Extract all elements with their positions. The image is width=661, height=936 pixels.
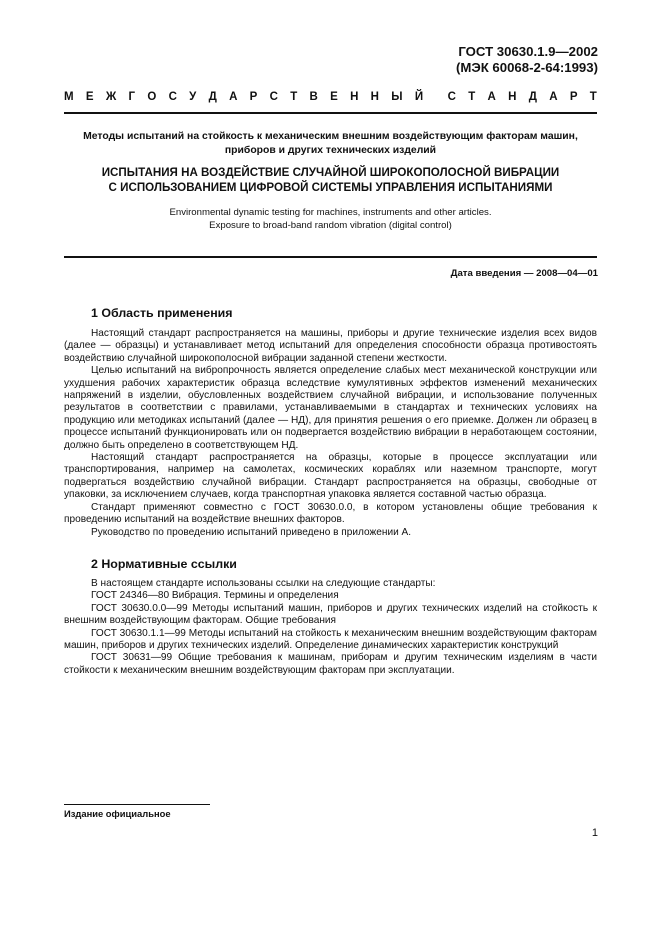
document-title — [64, 166, 597, 195]
paragraph: Целью испытаний на вибропрочность является определение слабых мест механической конструкции или ухудшения рабочих характеристик образца вследствие кумулятивных эффектов изменений механических напряжений в изделии, обусловленных воздействием случайной вибрации, и использование полученных результатов в соответствии с правилами, устанавливаемыми в стандартах и технических условиях на продукцию или методиках испытаний (далее — НД), для принятия решения о его приемке. Должен ли образец в процессе испытаний функционировать или он подвергается воздействию вибрации в неработающем состоянии, должно быть определено в соответствующем НД. — [64, 365, 597, 451]
series-title — [64, 130, 597, 157]
paragraph: Настоящий стандарт распространяется на образцы, которые в процессе эксплуатации или транспортирования, например на самолетах, космических кораблях или наземном транспорте, могут подвергаться воздействию случайной вибрации. Стандарт распространяется на образцы, свободные от упаковки, за исключением случаев, когда транспортная упаковка является составной частью образца. — [64, 452, 597, 501]
banner-letter: Т — [589, 91, 597, 103]
series-title-line: Методы испытаний на стойкость к механическим внешним воздействующим факторам машин, — [83, 131, 578, 142]
banner-letter: Н — [370, 91, 379, 103]
banner-letter: Е — [330, 91, 338, 103]
banner-letter: А — [549, 91, 558, 103]
english-title-line: Exposure to broad-band random vibration (digital control) — [209, 219, 452, 231]
interstate-standard-banner — [64, 91, 597, 103]
banner-letter: Т — [290, 91, 298, 103]
official-edition-label: Издание официальное — [64, 808, 171, 819]
banner-letter: О — [147, 91, 157, 103]
iec-number: (МЭК 60068-2-64:1993) — [455, 60, 598, 75]
banner-letter: А — [487, 91, 496, 103]
banner-letter: Д — [528, 91, 537, 103]
banner-letter: Ы — [391, 91, 403, 103]
banner-letter: А — [229, 91, 238, 103]
banner-letter: Т — [468, 91, 476, 103]
banner-letter: Г — [128, 91, 136, 103]
document-title-line: ИСПЫТАНИЯ НА ВОЗДЕЙСТВИЕ СЛУЧАЙНОЙ ШИРОКОПОЛОСНОЙ ВИБРАЦИИ — [101, 166, 560, 179]
footnote-divider — [64, 804, 210, 805]
reference-item: ГОСТ 30630.0.0—99 Методы испытаний машин, приборов и других технических изделий на стойкость к внешним воздействующим факторам. Общие требования — [64, 602, 597, 627]
standard-designation — [456, 44, 598, 76]
banner-letter: У — [189, 91, 197, 103]
banner-letter: Ж — [105, 91, 117, 103]
banner-letter: Й — [414, 91, 424, 103]
paragraph: Руководство по проведению испытаний приведено в приложении А. — [91, 526, 412, 538]
banner-letter: Н — [508, 91, 517, 103]
document-title-line: С ИСПОЛЬЗОВАНИЕМ ЦИФРОВОЙ СИСТЕМЫ УПРАВЛЕНИЯ ИСПЫТАНИЯМИ — [108, 180, 553, 194]
banner-letter: М — [64, 91, 74, 103]
banner-letter: Д — [208, 91, 217, 103]
banner-letter: С — [269, 91, 278, 103]
banner-letter: Н — [350, 91, 359, 103]
paragraph: В настоящем стандарте использованы ссылки на следующие стандарты: — [91, 578, 436, 589]
paragraph: Стандарт применяют совместно с ГОСТ 30630.0.0, в котором установлены общие требования к проведению испытаний на воздействие внешних факторов. — [64, 501, 597, 526]
english-title-line: Environmental dynamic testing for machines, instruments and other articles. — [169, 207, 492, 218]
reference-item: ГОСТ 30631—99 Общие требования к машинам, приборам и другим техническим изделиям в части стойкости к механическим внешним воздействующим факторам при эксплуатации. — [64, 652, 597, 676]
top-divider — [64, 112, 597, 114]
section-1-body — [64, 328, 597, 539]
series-title-line: приборов и других технических изделий — [224, 144, 437, 156]
section-1-heading: 1 Область применения — [91, 306, 233, 320]
banner-letter: С — [168, 91, 177, 103]
introduction-date: Дата введения — 2008—04—01 — [450, 268, 598, 279]
banner-letter: В — [309, 91, 318, 103]
reference-item: ГОСТ 24346—80 Вибрация. Термины и определения — [91, 590, 339, 602]
title-divider — [64, 256, 597, 258]
section-2-heading: 2 Нормативные ссылки — [91, 557, 237, 571]
standard-number: ГОСТ 30630.1.9—2002 — [458, 44, 598, 59]
banner-letter: Р — [249, 91, 258, 103]
english-title — [64, 207, 597, 232]
reference-item: ГОСТ 30630.1.1—99 Методы испытаний на стойкость к механическим внешним воздействующим факторам машин, приборов и других технических изделий. Определение динамических характеристик конструкций — [64, 627, 597, 652]
banner-letter: Е — [85, 91, 94, 103]
page-number: 1 — [591, 827, 598, 839]
section-2-body — [64, 578, 597, 677]
paragraph: Настоящий стандарт распространяется на машины, приборы и другие технические изделия всех видов (далее — образцы) и устанавливает метод испытаний для определения способности образца противостоять воздействию случайной широкополосной вибрации заданной степени жесткости. — [64, 328, 597, 364]
banner-letter: Р — [569, 91, 578, 103]
banner-letter: С — [447, 91, 456, 103]
